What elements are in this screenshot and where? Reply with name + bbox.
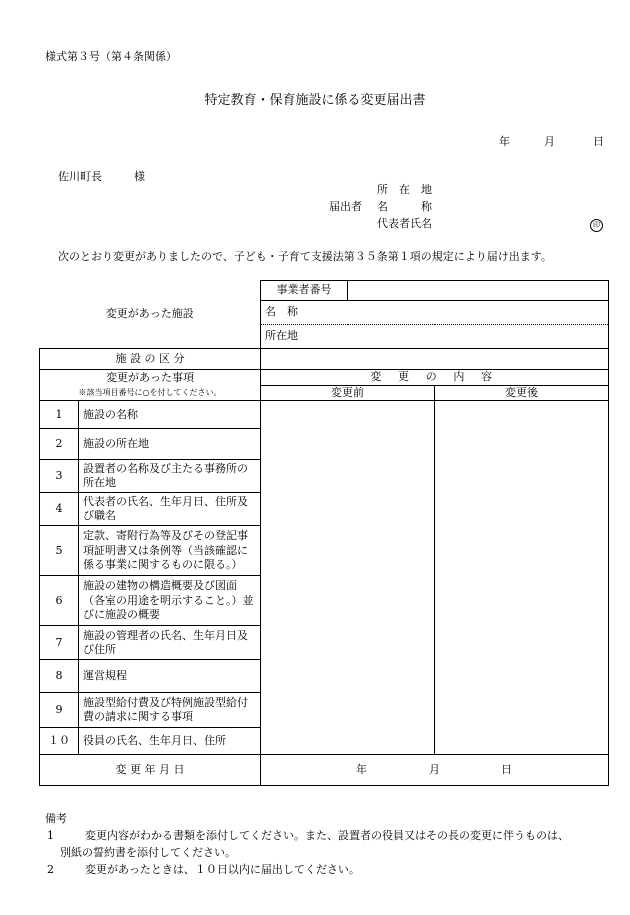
intro-text: 次のとおり変更がありましたので、子ども・子育て支援法第３５条第１項の規定により届け出ます。: [58, 250, 552, 263]
change-table: [39, 280, 609, 786]
form-number: 様式第３号（第４条関係）: [45, 50, 177, 63]
facility-category-field[interactable]: [261, 349, 609, 370]
notifier-name-label: 名 称: [377, 200, 432, 213]
item-number: 1: [40, 401, 79, 429]
after-label: 変更後: [435, 386, 609, 401]
remark-continuation: 別紙の誓約書を添付してください。: [60, 846, 236, 860]
change-date-year: 年: [356, 763, 368, 777]
item-number: 3: [40, 460, 79, 493]
change-content-label: 変 更 の 内 容: [261, 370, 609, 386]
item-text: 定款、寄附行為等及びその登記事項証明書又は条例等（当該確認に係る事業に関するものに限る。）: [79, 526, 261, 576]
facility-category-label: 施 設 の 区 分: [40, 349, 261, 370]
item-text: 施設型給付費及び特例施設型給付費の請求に関する事項: [79, 693, 261, 728]
facility-changed-label: 変更があった施設: [40, 281, 261, 349]
facility-address-row[interactable]: [261, 325, 609, 349]
item-text: 施設の名称: [79, 401, 261, 429]
item-number: １０: [40, 728, 79, 755]
item-number: 8: [40, 660, 79, 693]
remark-number: 1: [47, 829, 54, 843]
facility-address-label: 所在地: [265, 329, 299, 343]
notifier-rep-label: 代表者氏名: [377, 217, 432, 230]
remark-text: 変更内容がわかる書類を添付してください。また、設置者の役員又はその長の変更に伴うものは、: [85, 829, 569, 843]
remarks-heading: 備考: [45, 812, 67, 825]
date-day-label: 日: [593, 135, 604, 148]
addressee-honorific: 様: [134, 170, 145, 183]
item-text: 施設の管理者の氏名、生年月日及び住所: [79, 626, 261, 660]
business-number-field[interactable]: [348, 281, 609, 301]
item-number: 5: [40, 526, 79, 576]
notifier-address-label: 所 在 地: [377, 183, 432, 196]
facility-name-label: 名 称: [265, 305, 299, 319]
date-year-label: 年: [499, 135, 510, 148]
business-number-label: 事業者番号: [261, 281, 348, 301]
change-date-label: 変 更 年 月 日: [40, 755, 261, 786]
item-number: 6: [40, 576, 79, 626]
item-text: 設置者の名称及び主たる事務所の所在地: [79, 460, 261, 493]
changed-item-label: 変更があった事項: [40, 370, 261, 386]
item-text: 役員の氏名、生年月日、住所: [79, 728, 261, 755]
after-content-field[interactable]: [435, 401, 609, 755]
change-date-field[interactable]: [261, 755, 609, 786]
item-number: 7: [40, 626, 79, 660]
facility-name-row[interactable]: [261, 301, 609, 325]
item-text: 施設の建物の構造概要及び図面（各室の用途を明示すること。）並びに施設の概要: [79, 576, 261, 626]
addressee: [58, 170, 145, 183]
remark-text: 変更があったときは、１０日以内に届出してください。: [85, 863, 360, 877]
before-label: 変更前: [261, 386, 435, 401]
changed-item-note: ※該当項目番号に○を付してください。: [40, 386, 261, 401]
seal-mark: 印: [590, 217, 603, 232]
item-number: 2: [40, 429, 79, 460]
remark-item: [45, 861, 615, 878]
remarks: [45, 810, 615, 878]
remark-item: [45, 827, 615, 844]
item-text: 運営規程: [79, 660, 261, 693]
before-content-field[interactable]: [261, 401, 435, 755]
addressee-name: 佐川町長: [58, 170, 102, 183]
item-text: 代表者の氏名、生年月日、住所及び職名: [79, 493, 261, 526]
change-date-day: 日: [501, 763, 513, 777]
remark-number: 2: [47, 863, 54, 877]
item-number: 4: [40, 493, 79, 526]
item-text: 施設の所在地: [79, 429, 261, 460]
date-month-label: 月: [544, 135, 555, 148]
document-title: 特定教育・保育施設に係る変更届出書: [204, 93, 426, 108]
change-date-month: 月: [429, 763, 441, 777]
item-number: 9: [40, 693, 79, 728]
notifier-label: 届出者: [329, 200, 362, 213]
